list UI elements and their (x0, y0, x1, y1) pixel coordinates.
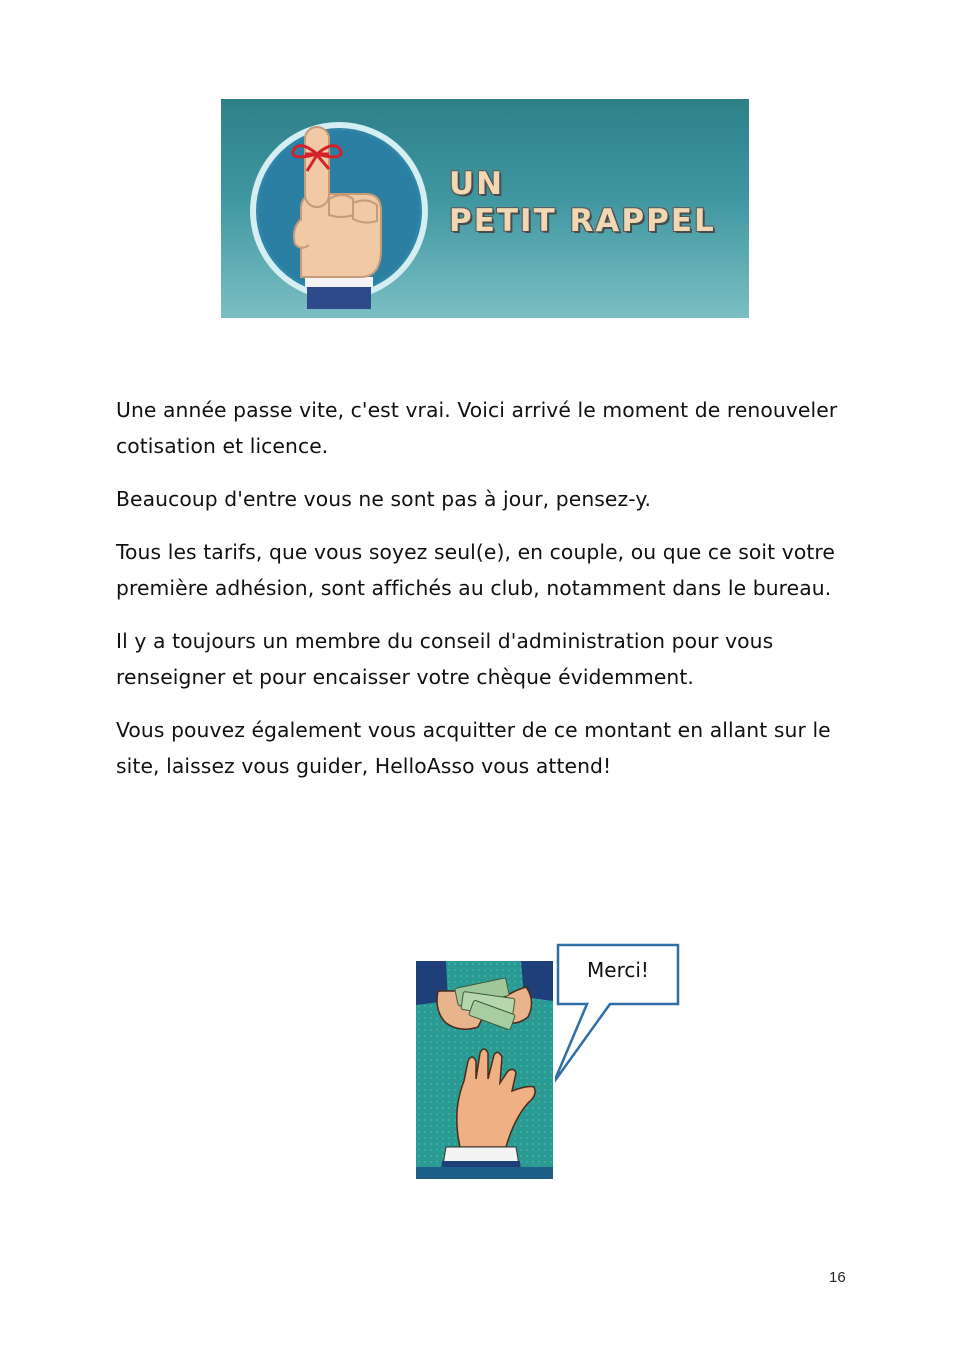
paragraph-rates: Tous les tarifs, que vous soyez seul(e), en couple, ou que ce soit votre première adhésion, sont affichés au club, notamment dans le bureau. (116, 540, 835, 600)
money-hands-illustration (416, 961, 553, 1179)
page-number: 16 (829, 1269, 846, 1286)
paragraph-helloasso: Vous pouvez également vous acquitter de ce montant en allant sur le site, laissez vous guider, HelloAsso vous attend! (116, 718, 831, 778)
body-text (116, 392, 861, 801)
banner-title-line-2: PETIT RAPPEL (449, 203, 716, 239)
speech-bubble-text: Merci! (587, 958, 649, 982)
paragraph-board-member: Il y a toujours un membre du conseil d'administration pour vous renseigner et pour encaisser votre chèque évidemment. (116, 629, 774, 689)
banner-title (449, 166, 716, 239)
reminder-banner (221, 99, 749, 318)
banner-title-line-1: UN (449, 166, 505, 202)
paragraph-not-up-to-date: Beaucoup d'entre vous ne sont pas à jour, pensez-y. (116, 487, 652, 511)
paragraph-renewal: Une année passe vite, c'est vrai. Voici arrivé le moment de renouveler cotisation et licence. (116, 398, 838, 458)
